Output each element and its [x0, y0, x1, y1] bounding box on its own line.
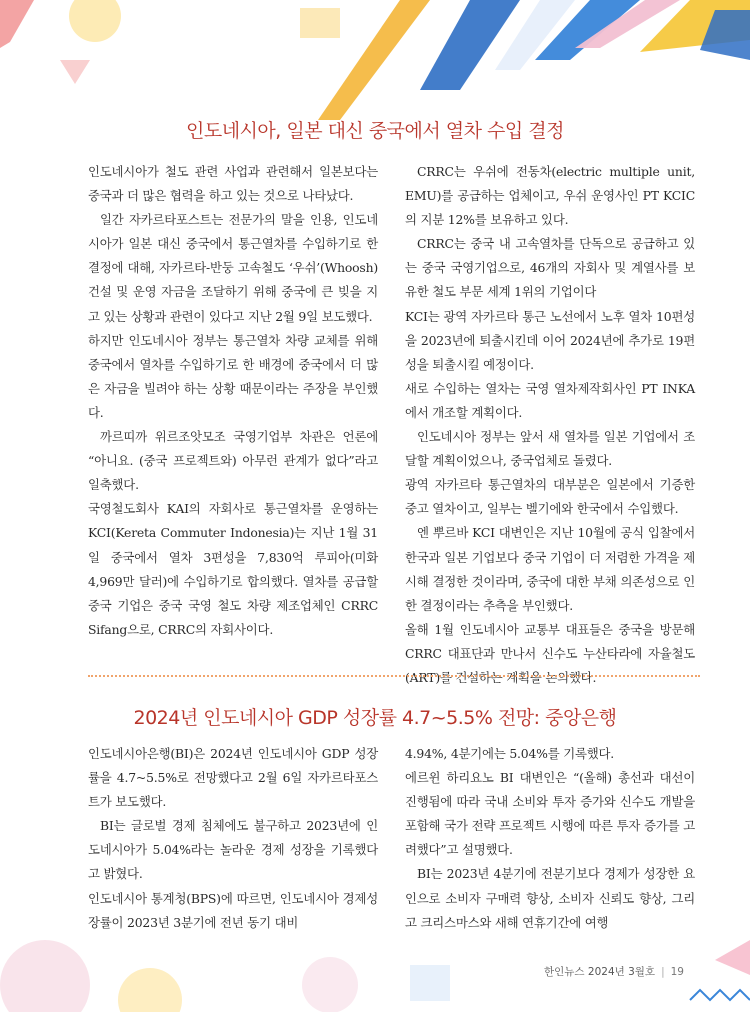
paragraph: CRRC는 중국 내 고속열차를 단독으로 공급하고 있는 중국 국영기업으로, 46개의 자회사 및 계열사를 보유한 철도 부문 세계 1위의 기업이다 [405, 236, 695, 300]
article-2-right-column [405, 742, 695, 935]
pink-corner [715, 940, 750, 975]
paragraph: CRRC는 우쉬에 전동차(electric multiple unit, EMU)를 공급하는 업체이고, 우쉬 운영사인 PT KCIC의 지분 12%를 보유하고 있다. [405, 164, 695, 228]
paragraph: 에르윈 하리요노 BI 대변인은 “(올해) 총선과 대선이 진행됨에 따라 국내 소비와 투자 증가와 신수도 개발을 포함해 국가 전략 프로젝트 시행에 따른 투자 증가를 고려했다”고 설명했다. [405, 770, 695, 858]
article-2-left-column [88, 742, 378, 935]
publication-label: 한인뉴스 2024년 3월호 [544, 966, 656, 978]
footer-separator: | [661, 966, 665, 978]
paragraph: 국영철도회사 KAI의 자회사로 통근열차를 운영하는 KCI(Kereta Commuter Indonesia)는 지난 1월 31일 중국에서 열차 3편성을 7,830억 루피아(미화 4,969만 달러)에 수입하기로 합의했다. 열차를 공급할 중국 기업은 중국 국영 철도 차량 제조업체인 CRRC Sifang으로, CRRC의 자회사이다. [88, 501, 378, 637]
paragraph: 올해 1월 인도네시아 교통부 대표들은 중국을 방문해 CRRC 대표단과 만나서 신수도 누산타라에 자율철도(ART)를 건설하는 계획을 논의했다. [405, 621, 695, 685]
yellow-block [300, 8, 340, 38]
pink-circle-bottom [0, 940, 90, 1012]
triangle-pink [60, 60, 90, 84]
yellow-stripe [318, 0, 430, 120]
blue-stripe-2 [535, 0, 640, 60]
paragraph: 인도네시아가 철도 관련 사업과 관련해서 일본보다는 중국과 더 많은 협력을 하고 있는 것으로 나타났다. [88, 164, 378, 204]
blue-square [410, 965, 450, 1001]
paragraph: 인도네시아 정부는 앞서 새 열차를 일본 기업에서 조달할 계획이었으나, 중국업체로 돌렸다. [405, 429, 695, 469]
article-1-right-column [405, 160, 695, 690]
yellow-circle [69, 0, 121, 42]
yellow-wedge [640, 0, 750, 52]
paragraph: 엔 뿌르바 KCI 대변인은 지난 10월에 공식 입찰에서 한국과 일본 기업보다 중국 기업이 더 저렴한 가격을 제시해 결정한 것이라며, 중국에 대한 부채 의존성으로 인한 결정이라는 추측을 부인했다. [405, 525, 695, 613]
paragraph: BI는 2023년 4분기에 전분기보다 경제가 성장한 요인으로 소비자 구매력 향상, 소비자 신뢰도 향상, 그리고 크리스마스와 새해 연휴기간에 여행 [405, 866, 695, 930]
paragraph: KCI는 광역 자카르타 통근 노선에서 노후 열차 10편성을 2023년에 퇴출시킨데 이어 2024년에 추가로 19편성을 퇴출시킬 예정이다. [405, 308, 695, 372]
paragraph: 4.94%, 4분기에는 5.04%를 기록했다. [405, 746, 615, 761]
article-2-title: 2024년 인도네시아 GDP 성장률 4.7~5.5% 전망: 중앙은행 [133, 707, 617, 729]
paragraph: 하지만 인도네시아 정부는 통근열차 차량 교체를 위해 중국에서 열차를 수입하기로 한 배경에 중국에서 더 많은 자금을 빌려야 하는 상황 때문이라는 주장을 부인했다. [88, 332, 378, 420]
pink-dots [302, 957, 358, 1012]
blue-stripe [420, 0, 520, 90]
pink-stripe [575, 0, 680, 48]
page-number: 19 [670, 966, 684, 978]
paragraph: 광역 자카르타 통근열차의 대부분은 일본에서 기증한 중고 열차이고, 일부는 벨기에와 한국에서 수입했다. [405, 477, 695, 517]
article-1-title: 인도네시아, 일본 대신 중국에서 열차 수입 결정 [185, 120, 564, 142]
zigzag-line [690, 990, 750, 1000]
pink-shape [0, 0, 34, 48]
paragraph: 인도네시아 통계청(BPS)에 따르면, 인도네시아 경제성장률이 2023년 3분기에 전년 동기 대비 [88, 890, 378, 930]
page-footer [544, 964, 684, 979]
light-stripe [495, 0, 575, 70]
paragraph: 일간 자카르타포스트는 전문가의 말을 인용, 인도네시아가 일본 대신 중국에서 통근열차를 수입하기로 한 결정에 대해, 자카르타-반둥 고속철도 ‘우쉬’(Whoosh) 건설 및 운영 자금을 조달하기 위해 중국에 큰 빚을 지고 있는 상황과 관련이 있다고 지난 2월 9일 보도했다. [88, 212, 378, 324]
section-divider [88, 675, 700, 677]
article-1-left-column [88, 160, 378, 642]
yellow-circle-bottom [118, 968, 182, 1012]
paragraph: 까르띠까 위르조앗모조 국영기업부 차관은 언론에 “아니요. (중국 프로젝트와) 아무런 관계가 없다”라고 일축했다. [88, 429, 378, 493]
blue-wedge [700, 10, 750, 60]
paragraph: BI는 글로벌 경제 침체에도 불구하고 2023년에 인도네시아가 5.04%라는 놀라운 경제 성장을 기록했다고 밝혔다. [88, 818, 378, 882]
paragraph: 인도네시아은행(BI)은 2024년 인도네시아 GDP 성장률을 4.7~5.5%로 전망했다고 2월 6일 자카르타포스트가 보도했다. [88, 746, 378, 810]
paragraph: 새로 수입하는 열차는 국영 열차제작회사인 PT INKA에서 개조할 계획이다. [405, 380, 695, 420]
